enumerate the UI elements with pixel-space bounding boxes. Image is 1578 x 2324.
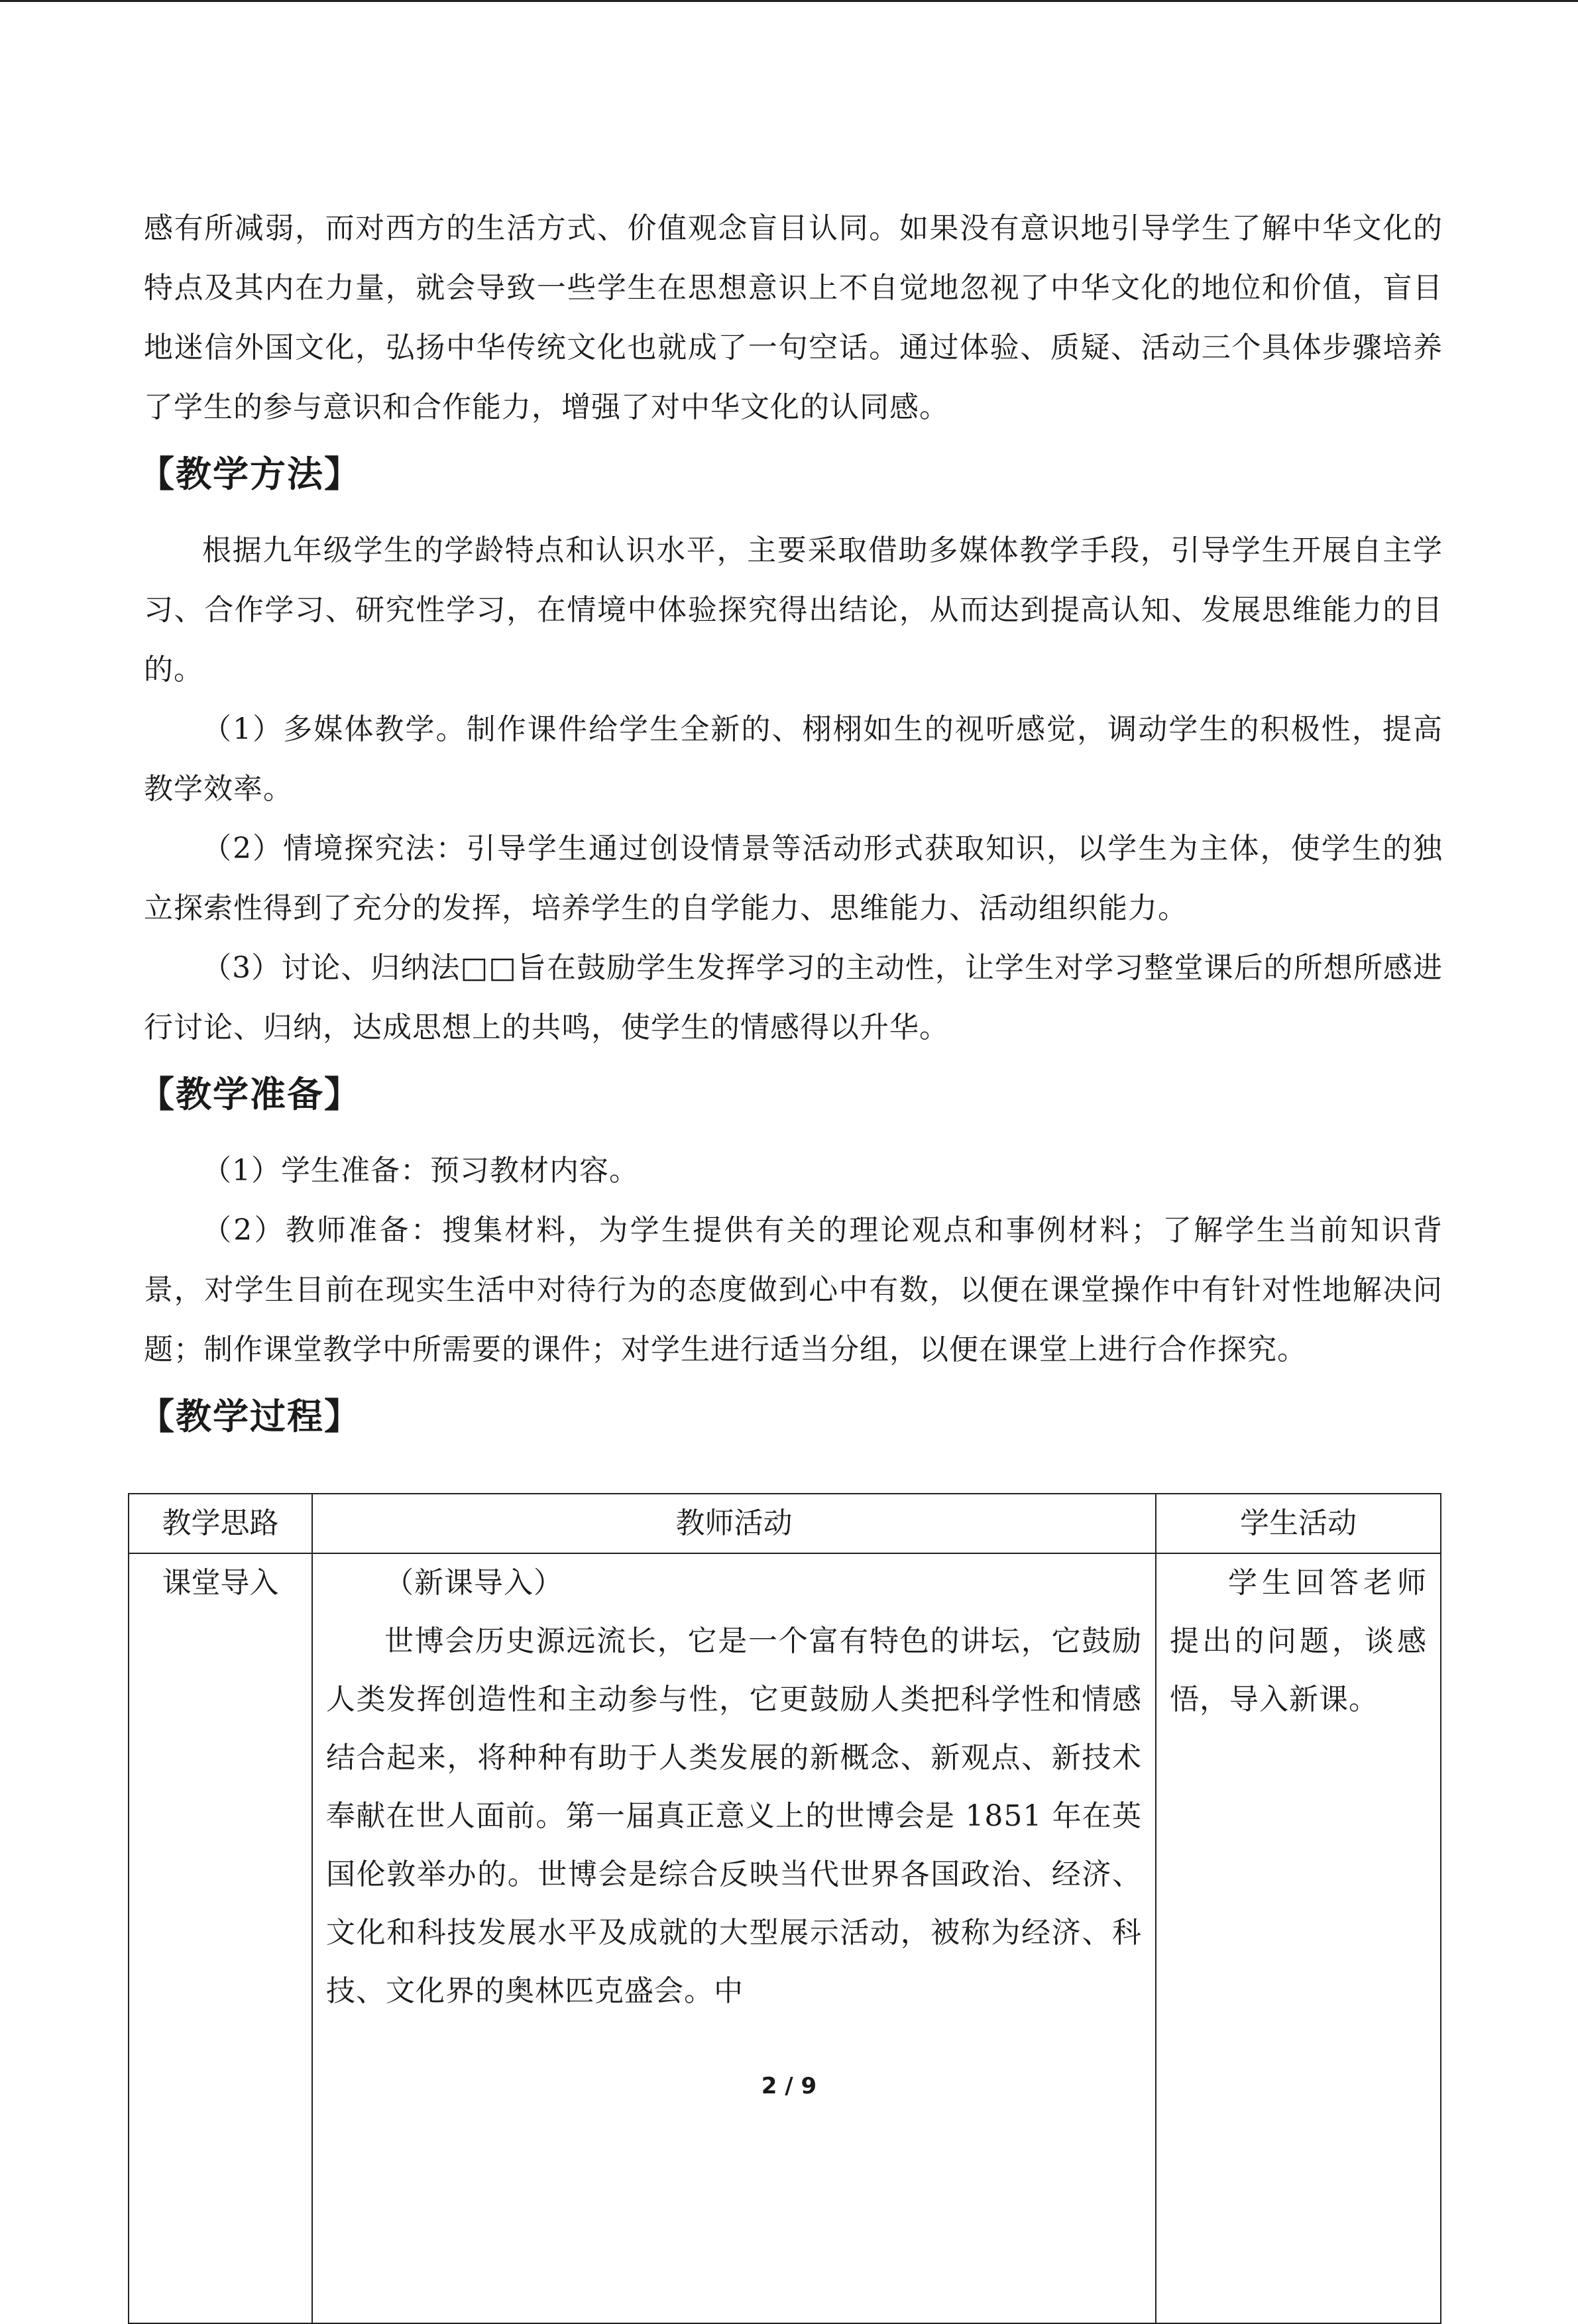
preparation-item-1: （1）学生准备：预习教材内容。 [202, 1154, 639, 1188]
preparation-heading: 【教学准备】 [139, 1074, 361, 1115]
table-row [129, 1553, 1441, 2323]
table-header-row [129, 1494, 1441, 1553]
process-heading: 【教学过程】 [139, 1396, 361, 1437]
methods-item-2: （2）情境探究法：引导学生通过创设情景等活动形式获取知识，以学生为主体，使学生的独立探索性得到了充分的发挥，培养学生的自学能力、思维能力、活动组织能力。 [144, 832, 1443, 925]
page-top-border [0, 0, 1578, 2]
page-number: 2 / 9 [761, 2073, 817, 2099]
student-activity-cell [1156, 1553, 1441, 2323]
student-activity-text: 学生回答老师提出的问题，谈感悟，导入新课。 [1170, 1566, 1427, 1716]
teacher-activity-text: 世博会历史源远流长，它是一个富有特色的讲坛，它鼓励人类发挥创造性和主动参与性，它更鼓励人类把科学性和情感结合起来，将种种有助于人类发展的新概念、新观点、新技术奉献在世人面前。第一届真正意义上的世博会是 1851 年在英国伦敦举办的。世博会是综合反映当代世界各国政治、经济、文化和科技发展水平及成就的大型展示活动，被称为经济、科技、文化界的奥林匹克盛会。中 [326, 1624, 1142, 2008]
document-body [139, 199, 1443, 1463]
preparation-item-2: （2）教师准备：搜集材料，为学生提供有关的理论观点和事例材料；了解学生当前知识背景，对学生目前在现实生活中对待行为的态度做到心中有数，以便在课堂操作中有针对性地解决问题；制作课堂教学中所需要的课件；对学生进行适当分组，以便在课堂上进行合作探究。 [144, 1213, 1443, 1366]
process-table [128, 1493, 1441, 2324]
teacher-activity-title: （新课导入） [384, 1566, 563, 1600]
methods-heading: 【教学方法】 [139, 453, 361, 495]
methods-intro: 根据九年级学生的学龄特点和认识水平，主要采取借助多媒体教学手段，引导学生开展自主学习、合作学习、研究性学习，在情境中体验探究得出结论，从而达到提高认知、发展思维能力的目的。 [144, 533, 1443, 687]
intro-paragraph: 感有所减弱，而对西方的生活方式、价值观念盲目认同。如果没有意识地引导学生了解中华文化的特点及其内在力量，就会导致一些学生在思想意识上不自觉地忽视了中华文化的地位和价值，盲目地迷信外国文化，弘扬中华传统文化也就成了一句空话。通过体验、质疑、活动三个具体步骤培养了学生的参与意识和合作能力，增强了对中华文化的认同感。 [144, 211, 1443, 424]
header-teacher-activity: 教师活动 [312, 1494, 1156, 1553]
methods-item-1: （1）多媒体教学。制作课件给学生全新的、栩栩如生的视听感觉，调动学生的积极性，提高教学效率。 [144, 712, 1443, 806]
teacher-activity-cell [312, 1553, 1156, 2323]
header-student-activity: 学生活动 [1156, 1494, 1441, 1553]
header-phase: 教学思路 [129, 1494, 312, 1553]
phase-cell: 课堂导入 [129, 1553, 312, 2323]
methods-item-3: （3）讨论、归纳法□□旨在鼓励学生发挥学习的主动性，让学生对学习整堂课后的所想所感进行讨论、归纳，达成思想上的共鸣，使学生的情感得以升华。 [144, 951, 1443, 1044]
